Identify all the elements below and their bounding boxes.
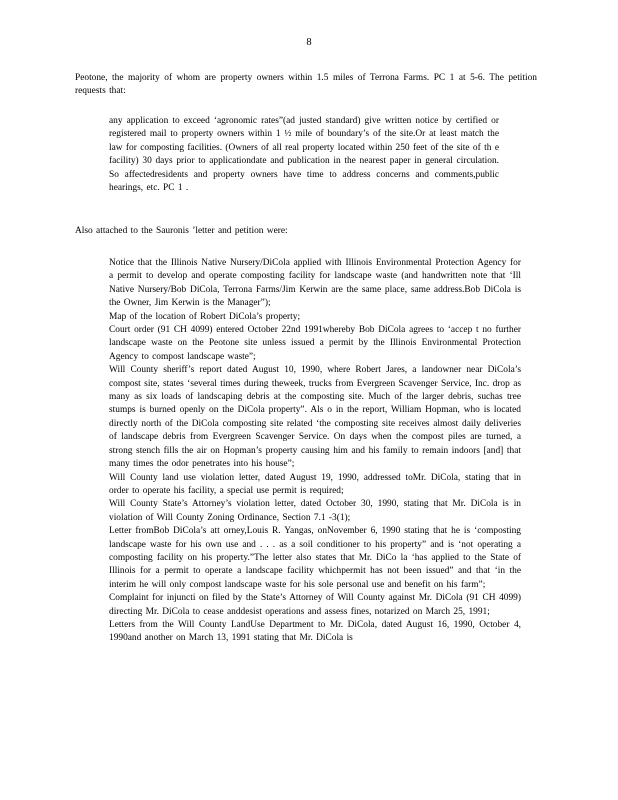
list-item bbox=[0, 525, 618, 592]
enclosure-sheriff-report: Will County sheriff’s report dated August 10, 1990, where Robert Jares, a landowner near DiCola’s compost site, states ‘several times during theweek, trucks from Evergreen Scavenger Service, Inc. drop as many as six loads of landscaping debris at the composting site. Much of the larger debris, suchas tree stumps is burned openly on the DiCola property”. Als o in the report, William Hopman, who is located directly north of the DiCola composting site related ‘the composting site receives almost daily deliveries of landscape debris from Evergreen Scavenger Service. On days when the compost piles are turned, a strong stench fills the air on Hopman’s property causing him and his family to remain indoors [and] that many times the odor penetrates into his house”; bbox=[109, 365, 521, 470]
enclosure-attorney-letter: Will County State’s Attorney’s violation letter, dated October 30, 1990, stating that Mr. DiCola is in violation of Will County Zoning Ordinance, Section 7.1 -3(1); bbox=[109, 499, 521, 523]
list-item bbox=[0, 498, 618, 525]
list-item bbox=[0, 592, 618, 619]
list-item bbox=[0, 257, 618, 311]
attached-intro: Also attached to the Sauronis ’letter and petition were: bbox=[75, 226, 288, 236]
petition-block-quote: any application to exceed ‘agronomic rates”(ad justed standard) give written notice by certified or registered mail to property owners within 1 ½ mile of boundary’s of the site.Or at least match the law for composting facilities. (Owners of all real property located within 250 feet of the site of th e facility) 30 days prior to applicationdate and publication in the nearest paper in general circulation. So affectedresidents and property owners have time to address concerns and comments,public hearings, etc. PC 1 . bbox=[109, 116, 499, 194]
list-item bbox=[0, 619, 618, 646]
enclosure-department-letters: Letters from the Will County LandUse Department to Mr. DiCola, dated August 16, 1990, October 4, 1990and another on March 13, 1991 stating that Mr. DiCola is bbox=[109, 619, 521, 644]
enclosure-map: Map of the location of Robert DiCola’s property; bbox=[109, 311, 301, 322]
enclosure-court-order: Court order (91 CH 4099) entered October 22nd 1991whereby Bob DiCola agrees to ‘accep t no further landscape waste on the Peotone site unless issued a permit by the Illinois Environmental Protection Agency to compost landscape waste”; bbox=[109, 325, 521, 362]
enclosure-dicola-attorney-letter: Letter fromBob DiCola’s att orney,Louis R. Yangas, onNovember 6, 1990 stating that he is ‘composting landscape waste for his own use and . . . as a soil conditioner to his property” and is ‘not operating a composting facility on his property.”The letter also states that Mr. DiCo la ‘has applied to the State of Illinois for a permit to operate a landscape facility whichpermit has not been issued” and that ‘in the interim he will only compost landscape waste for his sole personal use and benefit on his farm”; bbox=[109, 526, 521, 590]
list-item bbox=[0, 324, 618, 364]
enclosure-land-use-letter: Will County land use violation letter, dated August 19, 1990, addressed toMr. DiCola, stating that in order to operate his facility, a special use permit is required; bbox=[109, 472, 521, 496]
enclosure-notice: Notice that the Illinois Native Nursery/DiCola applied with Illinois Environmental Protection Agency for a permit to develop and operate composting facility for landscape waste (and handwritten note that ‘Ill Native Nursery/Bob DiCola, Terrona Farms/Jim Kerwin are the same place, same address.Bob DiCola is the Owner, Jim Kerwin is the Manager”); bbox=[109, 258, 521, 309]
enclosure-list bbox=[0, 257, 618, 646]
list-item bbox=[0, 364, 618, 471]
page-number: 8 bbox=[306, 37, 312, 48]
list-item bbox=[0, 311, 618, 324]
list-item bbox=[0, 472, 618, 499]
intro-paragraph: Peotone, the majority of whom are property owners within 1.5 miles of Terrona Farms. PC 1 at 5-6. The petition requests that: bbox=[75, 73, 537, 97]
enclosure-complaint: Complaint for injuncti on filed by the State’s Attorney of Will County against Mr. DiCola (91 CH 4099) directing Mr. DiCola to cease anddesist operations and assess fines, notarized on March 25, 1991; bbox=[109, 593, 521, 617]
